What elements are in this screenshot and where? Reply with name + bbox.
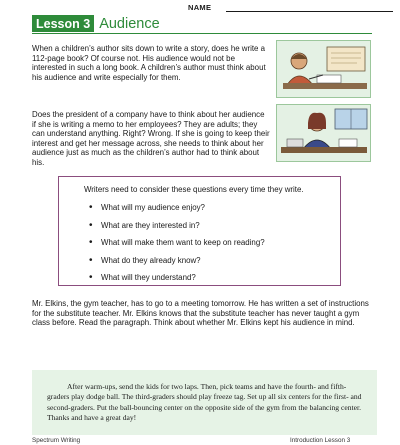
question-item: • What are they interested in? <box>89 221 265 239</box>
lesson-header <box>32 14 160 33</box>
substitute-instructions-box <box>32 370 377 435</box>
name-line <box>226 11 393 12</box>
gym-teacher-paragraph: Mr. Elkins, the gym teacher, has to go to a meeting tomorrow. He has written a set of instructions for the substitute teacher. Mr. Elkins knows that the substitute teacher has never taught a gym class before. Read the paragraph. Think about whether Mr. Elkins kept his audience in mind. <box>32 299 369 328</box>
questions-list <box>89 203 265 291</box>
question-item: • What do they already know? <box>89 256 265 274</box>
substitute-instructions-text: After warm-ups, send the kids for two laps. Then, pick teams and have the fourth- and fifth-graders play dodge ball. The third-graders should play freeze tag. Set up all six centers for the first- and second-graders. Put the ball-bouncing center on the opposite side of the gym from the balancing center. Thanks and have a great day! <box>47 382 362 423</box>
author-writing-illustration <box>276 40 371 98</box>
questions-box <box>58 176 341 286</box>
president-at-desk-illustration <box>276 104 371 162</box>
lesson-badge: Lesson 3 <box>32 15 94 32</box>
president-paragraph: Does the president of a company have to think about her audience if she is writing a memo to her employees? They are adults; they can understand anything. Right? Wrong. If she is going to keep their interest and get her message across, she needs to think about her audience just as much as the children’s author had to think about his. <box>32 110 270 167</box>
question-item: • What will make them want to keep on reading? <box>89 238 265 256</box>
question-item: • What will they understand? <box>89 273 265 291</box>
question-item: • What will my audience enjoy? <box>89 203 265 221</box>
footer-book-title: Spectrum Writing <box>32 437 81 444</box>
name-field-row <box>188 3 393 15</box>
footer-section: Introduction Lesson 3 <box>290 437 351 444</box>
intro-paragraph: When a children’s author sits down to write a story, does he write a 112-page book? Of course not. His audience would not be interested in such a long book. A children’s author must think about his audience and write especially for them. <box>32 44 266 82</box>
questions-intro: Writers need to consider these questions every time they write. <box>84 185 304 194</box>
name-label: NAME <box>188 3 212 12</box>
header-rule <box>32 33 372 34</box>
lesson-title: Audience <box>99 15 160 32</box>
